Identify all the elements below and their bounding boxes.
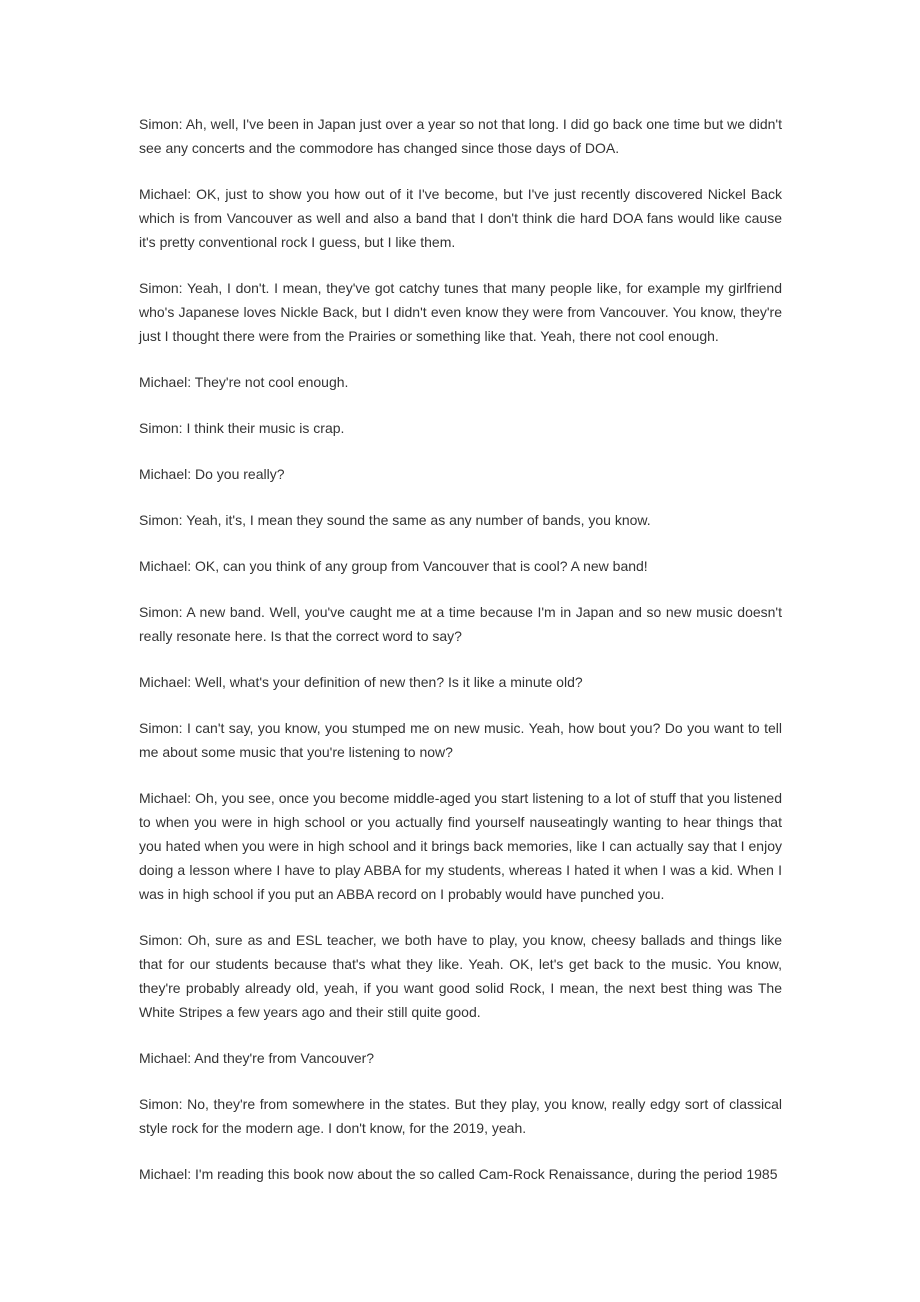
dialogue-paragraph: Simon: No, they're from somewhere in the states. But they play, you know, really edgy sort of classical style rock for the modern age. I don't know, for the 2019, yeah. (139, 1096, 782, 1136)
dialogue-paragraph: Michael: Well, what's your definition of new then? Is it like a minute old? (139, 674, 583, 690)
dialogue-paragraph: Michael: OK, just to show you how out of it I've become, but I've just recently discovered Nickel Back which is from Vancouver as well and also a band that I don't think die hard DOA fans would like cause it's pretty conventional rock I guess, but I like them. (139, 186, 782, 250)
dialogue-paragraph: Simon: I can't say, you know, you stumped me on new music. Yeah, how bout you? Do you want to tell me about some music that you're listening to now? (139, 720, 782, 760)
dialogue-paragraph: Simon: Oh, sure as and ESL teacher, we both have to play, you know, cheesy ballads and things like that for our students because that's what they like. Yeah. OK, let's get back to the music. You know, they're probably already old, yeah, if you want good solid Rock, I mean, the next best thing was The White Stripes a few years ago and their still quite good. (139, 932, 782, 1020)
dialogue-paragraph: Simon: Ah, well, I've been in Japan just over a year so not that long. I did go back one time but we didn't see any concerts and the commodore has changed since those days of DOA. (139, 116, 782, 156)
dialogue-paragraph: Michael: Oh, you see, once you become middle-aged you start listening to a lot of stuff that you listened to when you were in high school or you actually find yourself nauseatingly wanting to hear things that you hated when you were in high school and it brings back memories, like I can actually say that I enjoy doing a lesson where I have to play ABBA for my students, whereas I hated it when I was a kid. When I was in high school if you put an ABBA record on I probably would have punched you. (139, 790, 782, 902)
transcript-body (139, 112, 782, 1208)
dialogue-paragraph: Simon: I think their music is crap. (139, 420, 345, 436)
dialogue-paragraph: Michael: And they're from Vancouver? (139, 1050, 375, 1066)
dialogue-paragraph: Michael: They're not cool enough. (139, 374, 349, 390)
dialogue-paragraph: Michael: OK, can you think of any group from Vancouver that is cool? A new band! (139, 558, 648, 574)
dialogue-paragraph: Simon: Yeah, it's, I mean they sound the same as any number of bands, you know. (139, 512, 651, 528)
dialogue-paragraph: Michael: I'm reading this book now about the so called Cam-Rock Renaissance, during the period 1985 (139, 1166, 778, 1182)
dialogue-paragraph: Michael: Do you really? (139, 466, 285, 482)
dialogue-paragraph: Simon: Yeah, I don't. I mean, they've got catchy tunes that many people like, for example my girlfriend who's Japanese loves Nickle Back, but I didn't even know they were from Vancouver. You know, they're just I thought there were from the Prairies or something like that. Yeah, there not cool enough. (139, 280, 782, 344)
dialogue-paragraph: Simon: A new band. Well, you've caught me at a time because I'm in Japan and so new music doesn't really resonate here. Is that the correct word to say? (139, 604, 782, 644)
